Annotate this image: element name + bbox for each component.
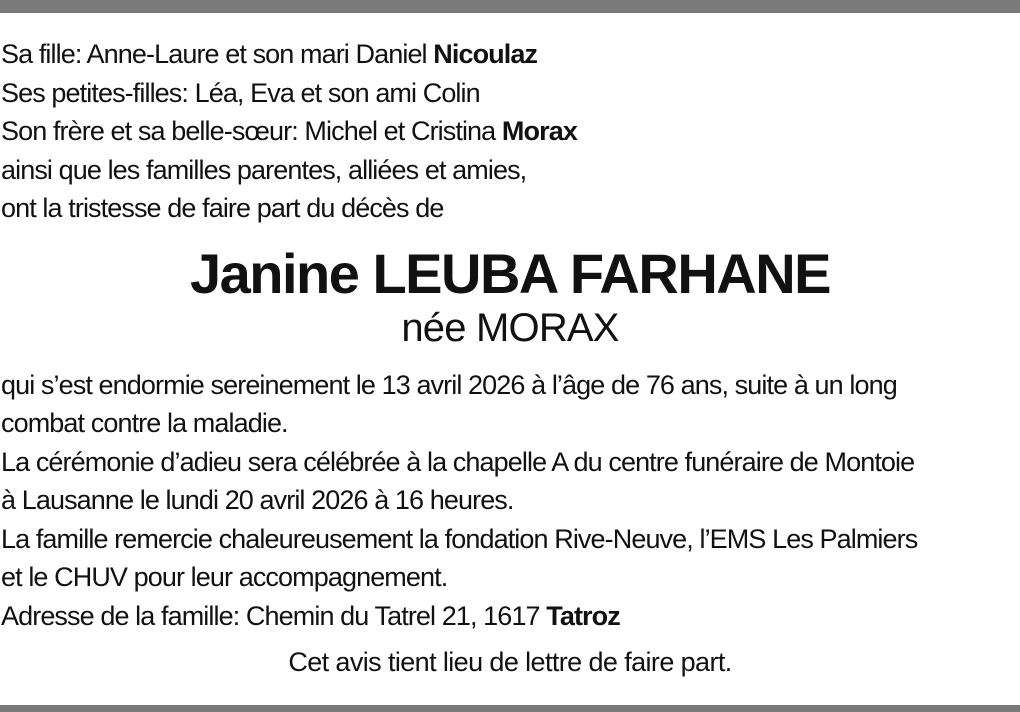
- bottom-rule: [0, 705, 1020, 712]
- brother-text: Son frère et sa belle-sœur: Michel et Cristina: [1, 116, 502, 146]
- deceased-name: Janine LEUBA FARHANE: [189, 241, 830, 305]
- obituary-notice: [1, 35, 1019, 681]
- body-line-ceremony: La cérémonie d’adieu sera célébrée à la chapelle A du centre funéraire de Montoie: [1, 446, 915, 477]
- body-line-thanks: La famille remercie chaleureusement la fondation Rive-Neuve, l’EMS Les Palmiers: [1, 523, 918, 554]
- family-line-granddaughters: Ses petites-filles: Léa, Eva et son ami Colin: [1, 77, 480, 108]
- family-line-relatives: ainsi que les familles parentes, alliées et amies,: [1, 154, 527, 185]
- family-line-announcement: ont la tristesse de faire part du décès de: [1, 193, 444, 223]
- body-line-address: [1, 597, 1019, 636]
- notice-body: [1, 366, 1019, 636]
- brother-surname: Morax: [501, 116, 577, 146]
- family-line-brother: [1, 112, 1019, 151]
- body-line-passing: qui s’est endormie sereinement le 13 avril 2026 à l’âge de 76 ans, suite à un long: [1, 369, 897, 400]
- top-rule: [0, 0, 1020, 13]
- address-town: Tatroz: [546, 600, 620, 631]
- daughter-text: Sa fille: Anne-Laure et son mari Daniel: [1, 39, 434, 69]
- daughter-surname: Nicoulaz: [433, 39, 538, 69]
- body-line-thanks-cont: et le CHUV pour leur accompagnement.: [1, 562, 448, 592]
- deceased-name-block: [1, 242, 1019, 350]
- family-line-daughter: [1, 35, 1019, 74]
- address-text: Adresse de la famille: Chemin du Tatrel 21, 1617: [1, 600, 547, 631]
- body-line-illness: combat contre la maladie.: [1, 408, 288, 438]
- closing-note: Cet avis tient lieu de lettre de faire part.: [288, 647, 732, 677]
- family-announcement: [1, 35, 1019, 228]
- body-line-ceremony-date: à Lausanne le lundi 20 avril 2026 à 16 heures.: [1, 485, 514, 515]
- maiden-name: née MORAX: [401, 305, 619, 350]
